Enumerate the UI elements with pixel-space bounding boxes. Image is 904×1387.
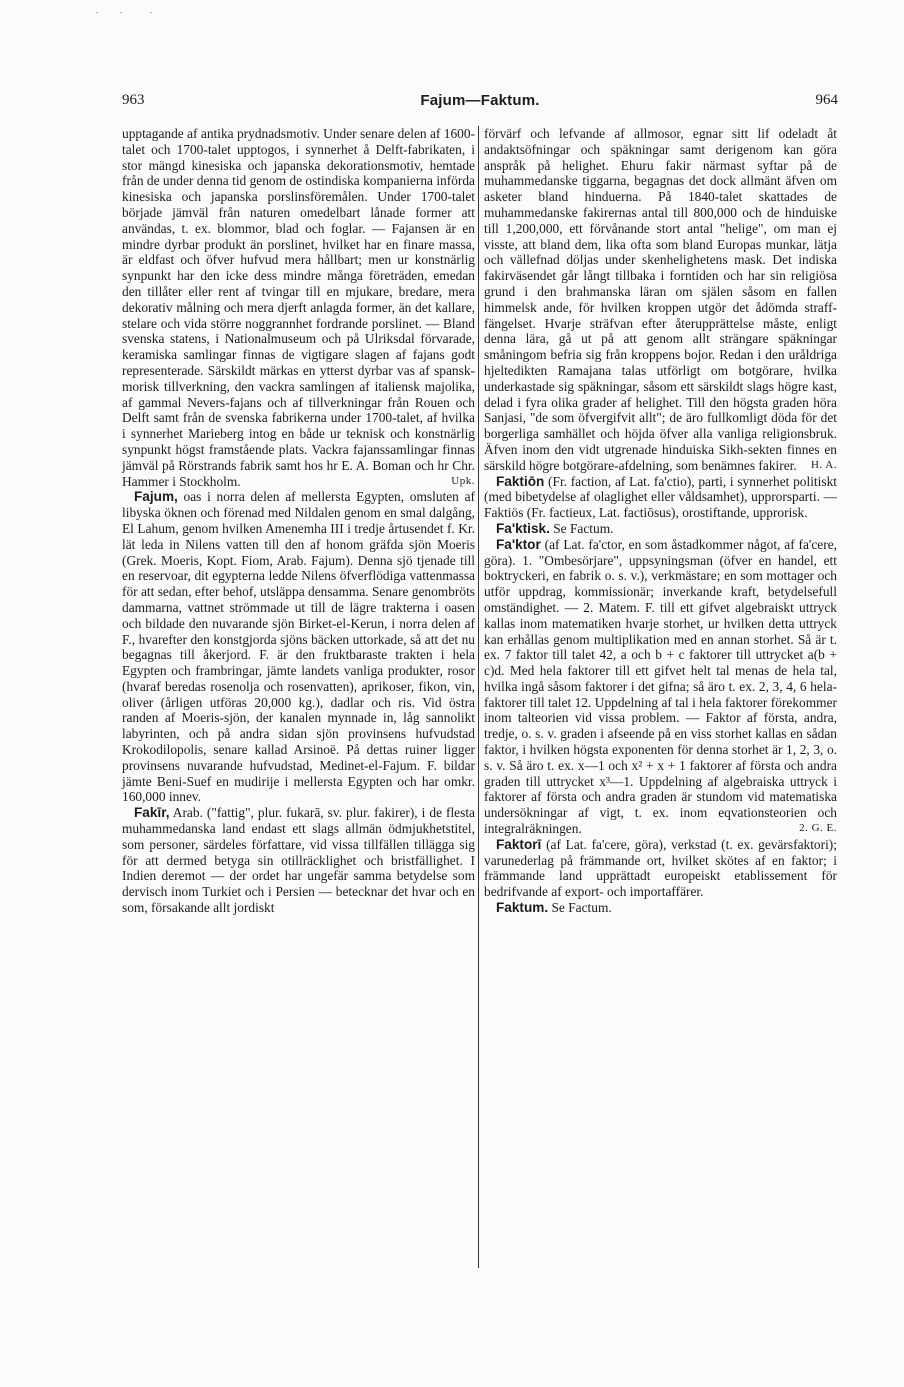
running-header	[122, 92, 838, 114]
continued-text: upptagande af antika prydnadsmotiv. Under senare delen af 1600-talet och 1700-talet upptogos, i synnerhet å Delft-fabrikaten, i stor mängd kinesiska och japanska dekorationsmotiv, hemtade från de under denna tid genom de ostindiska kompanierna införda kinesiska och japanska porslinsföremålen. Under 1700-talet började jämväl från naturen omedelbart lånade former att användas, t. ex. blommor, blad och foglar. — Fajansen är en mindre dyrbar produkt än porslinet, hvilket har en finare massa, är eldfast och öfver hufvud mera hållbart; men ur konstnärlig synpunkt har den icke dess mindre många företräden, emedan den tillåter eller rent af tvingar till en mjukare, bredare, mera dekorativ målning och mera djerft anlagda former, än det kallare, stelare och vida större noggrannhet fordrande porslinet. — Bland svenska statens, i Nationalmuseum och på Ulriksdal förvarade, keramiska samlingar finnas de vigtigare slagen af fajans godt representerade. Särskildt märkas en ytterst dyrbar vas af spansk-morisk tillverkning, den vackra samlingen af italiensk majolika, af gammal Nevers-fajans och af tillverkningar från Rouen och Delft samt från de svenska fabrikerna under 1700-talet, af hvilka i synnerhet Marieberg intog en både ur teknisk och konstnärlig synpunkt högst framstående plats. Vackra fajanssamlingar finnas jämväl på Rörstrands fabrik samt hos hr E. A. Boman och hr Chr. Hammer i Stockholm.	[122, 126, 475, 489]
headword-faktum: Faktum.	[496, 900, 549, 916]
entry-faktion	[484, 474, 837, 521]
page-number-right: 964	[815, 92, 838, 108]
right-column	[484, 126, 837, 916]
headword-faktion: Faktiōn	[496, 473, 545, 489]
entry-body: (af Lat. fa'cere, göra), verkstad (t. ex. gevärsfaktori); varunederlag på främmande ort, hvilket skötes af en faktor; i främmande land upprättadt europeiskt etablissement för bedrifvande af export- och importaffärer.	[484, 836, 837, 900]
continued-article	[484, 126, 837, 474]
headword-fajum: Fajum,	[134, 489, 178, 505]
entry-body: Se Factum.	[553, 520, 614, 536]
page-title: Fajum—Faktum.	[420, 92, 540, 109]
entry-faktor	[484, 537, 837, 837]
left-column	[122, 126, 475, 916]
headword-fakir: Fakīr,	[134, 805, 170, 821]
column-divider	[478, 126, 479, 1268]
author-signature: H. A.	[810, 458, 837, 471]
entry-body: Se Factum.	[551, 900, 612, 916]
headword-faktisk: Fa'ktisk.	[496, 520, 550, 536]
entry-body: (af Lat. fa'ctor, en som åstadkommer något, af fa'cere, göra). 1. "Ombesörjare", uppsyningsman (öfver en handel, ett boktryckeri, en fabrik o. s. v.), verkmästare; en som mottager och utför uppdrag, kommissionär; inverkande kraft, betydelsefull omständighet. — 2. Matem. F. till ett gifvet algebraiskt uttryck kallas inom matematiken hvarje storhet, ur hvilken detta uttryck kan erhållas genom multiplikation med en annan storhet. Så är t. ex. 7 faktor till talet 42, a och b + c faktorer till uttrycket a(b + c)d. Med hela faktorer till ett gifvet helt tal menas de hela tal, hvilka ingå såsom faktorer i det gifna; så äro t. ex. 2, 3, 4, 6 hela-faktorer till talet 12. Uppdelning af tal i hela faktorer förekommer inom talteorien vid vissa problem. — Faktor af första, andra, tredje, o. s. v. graden i afseende på en viss storhet kallas en sådan faktor, i hvilken högsta exponenten för denna storhet är 1, 2, 3, o. s. v. Så äro t. ex. x—1 och x² + x + 1 faktorer af första och andra graden till uttrycket x³—1. Uppdelning af algebraiska uttryck i faktorer af första och andra graden är stundom vid matematiska undersökningar af vigt, t. ex. inom eqvationsteorien och integralräkningen.	[484, 536, 837, 837]
headword-faktori: Faktorī	[496, 836, 542, 852]
entry-faktum	[484, 900, 837, 916]
author-signature: 2. G. E.	[799, 822, 837, 835]
continued-text: förvärf och lefvande af allmosor, egnar sitt lif odeladt åt andaktsöfningar och späkningar samt derigenom kan göra anspråk på helighet. Ehuru fakir närmast syftar på de muhammedanske tiggarna, begagnas det dock allmänt äfven om asketer bland hinduerna. På 1840-talet skattades de muhammedanske fakirernas antal till 800,000 och de hinduiske till 1,200,000, ett förvånande stort antal "helige", om man ej visste, att bland dem, lika ofta som bland Europas munkar, lätja och vällefnad döljas under skenhelighetens mask. Det indiska fakirväsendet går långt tillbaka i forntiden och har sin religiösa grund i den brahmanska läran om själen såsom en fallen himmelsk ande, för hvilken kroppen utgör det ådömda straff-fängelset. Hvarje sträfvan efter återupprättelse måste, enligt denna lära, gå ut på att genom allt strängare späkningar småningom befria sig från kroppens bojor. Redan i den uråldriga hjeltedikten Ramajana talas utförligt om botgörare, hvilka underkastade sig späkningar, såsom ett särskildt slags högre kast, delad i fyra olika grader af helighet. Till den högsta graden höra Sanjasi, "de som öfvergifvit allt"; de äro fullkomligt döda för det borgerliga samhället och höjda öfver alla vanliga religionsbruk. Äfven inom den vidt utgrenade hinduiska Sikh-sekten finnes en särskild högre botgörare-afdelning, som benämnes fakirer.	[484, 126, 837, 473]
entry-body: (Fr. faction, af Lat. fa'ctio), parti, i synnerhet politiskt (med bibetydelse af olaglighet eller våldsamhet), upprorsparti. — Faktiös (Fr. factieux, Lat. factiōsus), orostiftande, upprorisk.	[484, 473, 837, 521]
scan-edge-marks	[0, 12, 904, 16]
entry-faktisk	[484, 521, 837, 537]
page-number-left: 963	[122, 92, 145, 108]
entry-fakir	[122, 805, 475, 916]
entry-fajum	[122, 489, 475, 805]
entry-body: Arab. ("fattig", plur. fukarā, sv. plur. fakirer), i de flesta muhammedanska land endast ett slags allmän ödmjukhetstitel, som personer, särdeles författare, vid vissa tillfällen tillägga sig för att dermed betyga sin otillräcklighet och bristfällighet. I Indien deremot — der ordet har ungefär samma betydelse som dervisch inom Turkiet och i Persien — betecknar det hvar och en som, försakande allt jordiskt	[122, 805, 476, 916]
author-signature: Upk.	[451, 474, 475, 487]
entry-faktori	[484, 837, 837, 900]
continued-article	[122, 126, 475, 489]
headword-faktor: Fa'ktor	[496, 536, 541, 552]
entry-body: oas i norra delen af mellersta Egypten, omsluten af libyska öknen och förenad med Nildalen genom en smal dalgång, El Lahum, genom hvilken Amenemha III i tredje årtusendet f. Kr. lät leda in Nilens vatten till den af honom gräfda sjön Moeris (Grek. Moeris, Kopt. Fiom, Arab. Fajum). Denna sjö tjenade till en reservoar, dit egypterna ledde Nilens öfverflödiga vattenmassa för att sedan, efter behof, utsläppa densamma. Senare genombröts dammarna, vattnet strömmade ut till de lägre trakterna i oasen och bildade den nuvarande sjön Birket-el-Kerun, i norra delen af F., hvarefter den konstgjorda sjöns bäcken uttorkade, så att det nu begagnas till åkerjord. F. är den fruktbaraste trakten i hela Egypten och frambringar, jämte landets vanliga produkter, rosor (hvaraf beredas rosenolja och rosenvatten), aprikoser, fikon, vin, oliver (årligen utföras 20,000 kg.), dadlar och ris. Vid östra randen af Moeris-sjön, der kanalen mynnade in, låg sannolikt labyrinten, och på andra sidan sjön provinsens hufvudstad Krokodilopolis, senare kallad Arsinoë. På dettas ruiner ligger provinsens nuvarande hufvudstad, Medinet-el-Fajum. F. bildar jämte Beni-Suef en mudirije i mellersta Egypten och har omkr. 160,000 innev.	[122, 489, 475, 805]
